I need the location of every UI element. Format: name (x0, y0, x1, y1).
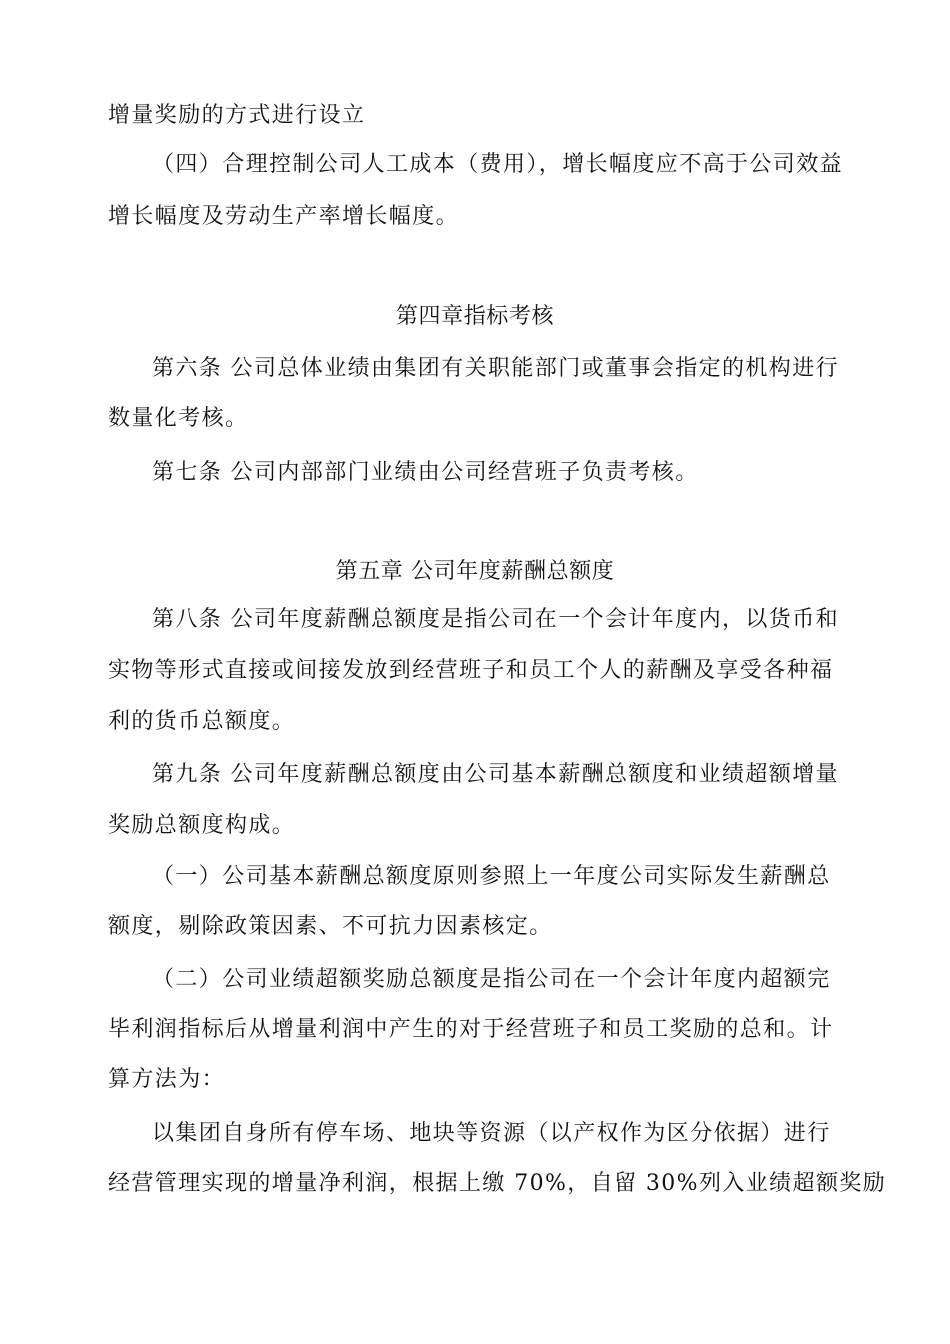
paragraph-line: 增量奖励的方式进行设立 (108, 103, 366, 128)
paragraph-line: 第九条 公司年度薪酬总额度由公司基本薪酬总额度和业绩超额增量 (152, 762, 839, 787)
paragraph-line: （四）合理控制公司人工成本（费用），增长幅度应不高于公司效益 (152, 152, 844, 177)
chapter-heading: 第四章指标考核 (395, 304, 555, 329)
paragraph-line: 数量化考核。 (108, 406, 249, 431)
paragraph-line: 利的货币总额度。 (108, 709, 296, 734)
paragraph-line: 实物等形式直接或间接发放到经营班子和员工个人的薪酬及享受各种福 (108, 658, 834, 683)
paragraph-line: 增长幅度及劳动生产率增长幅度。 (108, 204, 460, 229)
paragraph-line: 以集团自身所有停车场、地块等资源（以产权作为区分依据）进行 (152, 1121, 831, 1146)
paragraph-line: 毕利润指标后从增量利润中产生的对于经营班子和员工奖励的总和。计 (108, 1017, 834, 1042)
paragraph-line: 额度，剔除政策因素、不可抗力因素核定。 (108, 914, 553, 939)
paragraph-line: 奖励总额度构成。 (108, 813, 296, 838)
paragraph-line: 第七条 公司内部部门业绩由公司经营班子负责考核。 (152, 460, 699, 485)
paragraph-line: 第八条 公司年度薪酬总额度是指公司在一个会计年度内，以货币和 (152, 607, 839, 632)
paragraph-line: （二）公司业绩超额奖励总额度是指公司在一个会计年度内超额完 (152, 967, 831, 992)
chapter-heading: 第五章 公司年度薪酬总额度 (335, 559, 615, 584)
paragraph-line: （一）公司基本薪酬总额度原则参照上一年度公司实际发生薪酬总 (152, 864, 831, 889)
paragraph-line: 经营管理实现的增量净利润，根据上缴 70%，自留 30%列入业绩超额奖励 (108, 1171, 887, 1196)
paragraph-line: 第六条 公司总体业绩由集团有关职能部门或董事会指定的机构进行 (152, 356, 839, 381)
paragraph-line: 算方法为： (108, 1067, 226, 1092)
